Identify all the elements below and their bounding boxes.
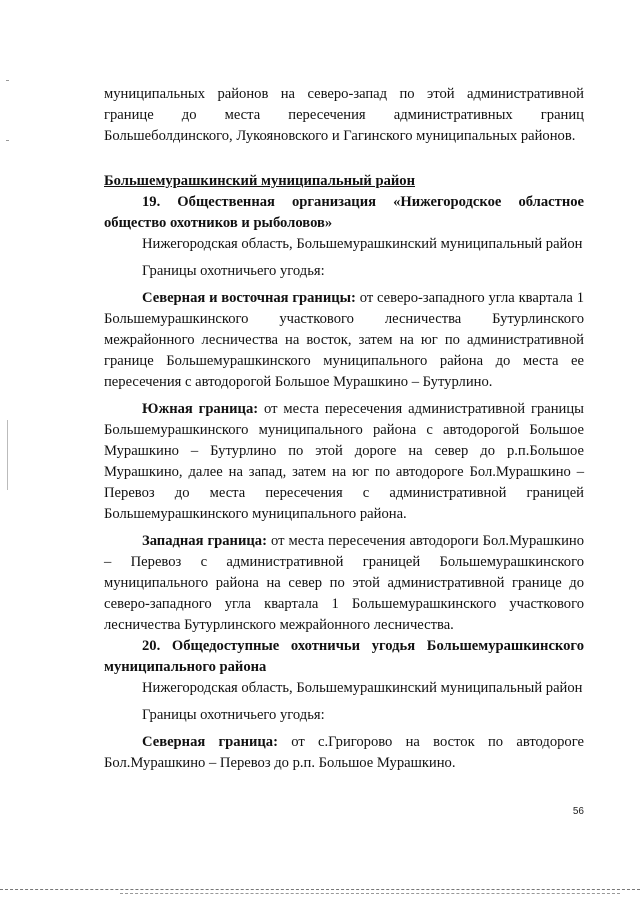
item-19-south-border (104, 399, 584, 525)
scan-edge-mark (7, 420, 8, 490)
scan-dot-mark (6, 140, 9, 141)
item-19-title: 19. Общественная организация «Нижегородское областное общество охотников и рыболовов» (104, 194, 584, 231)
item-20-location: Нижегородская область, Большемурашкинский муниципальный район (142, 680, 583, 696)
scan-footer-line (0, 889, 640, 890)
scan-footer-line (120, 893, 620, 894)
west-border-text: от места пересечения автодороги Бол.Мурашкино – Перевоз с административной границей Большемурашкинского муниципального района на север по этой административной границе до северо-западного угла квартала 1 Большемурашкинского участкового лесничества Бутурлинского межрайонного лесничества. (104, 533, 584, 633)
scan-dot-mark (6, 80, 9, 81)
item-20-north-border (104, 732, 584, 774)
item-19-location: Нижегородская область, Большемурашкинский муниципальный район (142, 236, 583, 252)
west-border-label: Западная граница: (142, 533, 267, 549)
north-border-label: Северная граница: (142, 734, 278, 750)
item-19-borders-label: Границы охотничьего угодья: (142, 263, 325, 279)
item-19-north-east-border (104, 288, 584, 393)
south-border-label: Южная граница: (142, 401, 259, 417)
item-20-borders-label: Границы охотничьего угодья: (142, 707, 325, 723)
page-number: 56 (572, 806, 584, 817)
item-20-title: 20. Общедоступные охотничьи угодья Большемурашкинского муниципального района (104, 638, 584, 675)
north-east-border-label: Северная и восточная границы: (142, 290, 356, 306)
north-border-text: от с.Григорово на восток по автодороге Бол.Мурашкино – Перевоз до р.п. Большое Мурашкино. (104, 734, 584, 771)
item-19-west-border (104, 531, 584, 636)
district-heading: Большемурашкинский муниципальный район (104, 173, 416, 189)
document-page (104, 84, 584, 774)
intro-paragraph: муниципальных районов на северо-запад по этой административной границе до места пересечения административных границ Большеболдинского, Лукояновского и Гагинского муниципальных районов. (104, 86, 584, 144)
south-border-text: от места пересечения административной границы Большемурашкинского муниципального района с автодорогой Большое Мурашкино – Бутурлино по этой дороге на север до р.п.Большое Мурашкино, далее на запад, затем на юг по автодороге Бол.Мурашкино – Перевоз до места пересечения с административной границей Большемурашкинского муниципального района. (104, 401, 584, 522)
north-east-border-text: от северо-западного угла квартала 1 Большемурашкинского участкового лесничества Бутурлинского межрайонного лесничества на восток, затем на юг по административной границе Большемурашкинского муниципального района до места ее пересечения с автодорогой Большое Мурашкино – Бутурлино. (104, 290, 584, 390)
